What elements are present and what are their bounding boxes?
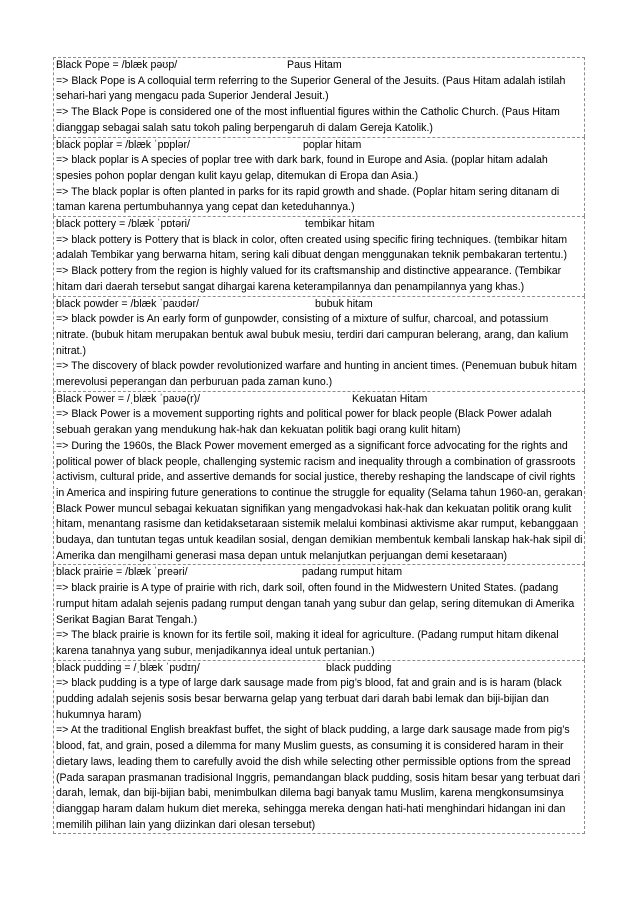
headword: black prairie = /blæk ˈpreəri/ [56,566,188,579]
entry-black-pope [53,57,585,137]
example-line: => Black pottery from the region is highly valued for its craftsmanship and distinctive appearance. (Tembikar hitam dari daerah tersebut sangat dihargai karena keterampilannya dan penampilannya yang khas.) [56,265,562,293]
dictionary-document [53,57,585,834]
headword: black poplar = /blæk ˈpɒplər/ [56,138,190,151]
definition-line: => black pottery is Pottery that is black in color, often created using specific firing techniques. (tembikar hitam adalah Tembikar yang berwarna hitam, sering kali dibuat dengan menggunakan teknik pembakaran tertentu.) [56,233,568,262]
entry-header [56,297,583,313]
translation: Paus Hitam [287,59,342,71]
translation: poplar hitam [303,138,362,151]
definition-line: => black prairie is A type of prairie with rich, dark soil, often found in the Midwestern United States. (padang rumput hitam adalah sejenis padang rumput dengan tanah yang subur dan gelap, sering ditemukan di Amerika Serikat Bagian Barat Tengah.) [56,582,575,626]
headword: black pottery = /blæk ˈpɒtəri/ [56,218,190,230]
entry-header [56,58,583,74]
definition-line: => black powder is An early form of gunpowder, consisting of a mixture of sulfur, charcoal, and potassium nitrate. (bubuk hitam merupakan bentuk awal bubuk mesiu, terdiri dari campuran belerang, arang, dan kalium nitrat.) [56,313,569,357]
definition-line: => Black Power is a movement supporting rights and political power for black people (Black Power adalah sebuah gerakan yang mendukung hak-hak dan kekuatan politik bagi orang kulit hitam) [56,408,552,437]
definition-line: => Black Pope is A colloquial term referring to the Superior General of the Jesuits. (Paus Hitam adalah istilah sehari-hari yang mengacu pada Superior Jenderal Jesuit.) [56,74,566,103]
headword: Black Pope = /blæk pəʊp/ [56,59,178,71]
entry-black-pudding [53,660,585,835]
entry-black-pottery [53,216,585,296]
entry-header [56,138,583,154]
example-line: => At the traditional English breakfast buffet, the sight of black pudding, a large dark sausage made from pig’s blood, fat, and grain, posed a dilemma for many Muslim guests, as consuming it is considered haram in their dietary laws, leading them to carefully avoid the dish while selecting other permissible options from the spread (Pada sarapan prasmanan tradisional Inggris, pemandangan black pudding, sosis hitam besar yang terbuat dari darah, lemak, dan biji-bijian babi, menimbulkan dilema bagi banyak tamu Muslim, karena mengkonsumsinya dianggap haram dalam hukum diet mereka, sehingga mereka dengan hati-hati menghindari hidangan ini dan memilih pilihan lain yang diizinkan dari olesan tersebut) [56,724,581,831]
entry-black-poplar [53,137,585,217]
example-line: => The black poplar is often planted in parks for its rapid growth and shade. (Poplar hitam sering ditanam di taman karena pertumbuhannya yang cepat dan keteduhannya.) [56,185,560,214]
headword: black pudding = /ˌblæk ˈpʊdɪŋ/ [56,661,200,674]
entry-header [56,661,583,677]
entry-header [56,392,583,408]
headword: Black Power = /ˌblæk ˈpaʊə(r)/ [56,392,201,405]
entry-black-prairie [53,564,585,659]
entry-header [56,565,583,581]
translation: bubuk hitam [315,297,373,310]
entry-black-power [53,391,585,565]
example-line: => The black prairie is known for its fertile soil, making it ideal for agriculture. (Padang rumput hitam dikenal karena tanahnya yang subur, menjadikannya ideal untuk pertanian.) [56,629,559,657]
entry-black-powder [53,296,585,391]
headword: black powder = /blæk ˈpaʊdər/ [56,297,199,310]
example-line: => The Black Pope is considered one of the most influential figures within the Catholic Church. (Paus Hitam dianggap sebagai salah satu tokoh paling berpengaruh di dalam Gereja Katolik.) [56,106,560,134]
translation: tembikar hitam [305,218,375,230]
definition-line: => black pudding is a type of large dark sausage made from pig’s blood, fat and grain and is is haram (black pudding adalah sejenis sosis besar berwarna gelap yang terbuat dari darah babi lemak dan biji-bijian dan hukumnya haram) [56,677,562,721]
definition-line: => black poplar is A species of poplar tree with dark bark, found in Europe and Asia. (poplar hitam adalah spesies pohon poplar dengan kulit kayu gelap, ditemukan di Eropa dan Asia.) [56,154,548,182]
translation: Kekuatan Hitam [352,392,428,405]
example-line: => The discovery of black powder revolutionized warfare and hunting in ancient times. (Penemuan bubuk hitam merevolusi peperangan dan perburuan pada zaman kuno.) [56,360,577,388]
example-line: => During the 1960s, the Black Power movement emerged as a significant force advocating for the rights and political power of black people, challenging systemic racism and inequality through a combination of grassroots activism, cultural pride, and assertive demands for social justice, thereby reshaping the landscape of civil rights in America and inspiring future generations to continue the struggle for equality (Selama tahun 1960-an, gerakan Black Power muncul sebagai kekuatan signifikan yang mengadvokasi hak-hak dan kekuatan politik orang kulit hitam, menantang rasisme dan ketidaksetaraan sistemik melalui kombinasi aktivisme akar rumput, kebanggaan budaya, dan tuntutan tegas untuk keadilan sosial, dengan demikian membentuk kembali lanskap hak-hak sipil di Amerika dan mengilhami generasi masa depan untuk melanjutkan perjuangan demi kesetaraan) [56,439,583,562]
translation: black pudding [326,661,392,674]
entry-header [56,217,583,233]
translation: padang rumput hitam [302,566,403,579]
